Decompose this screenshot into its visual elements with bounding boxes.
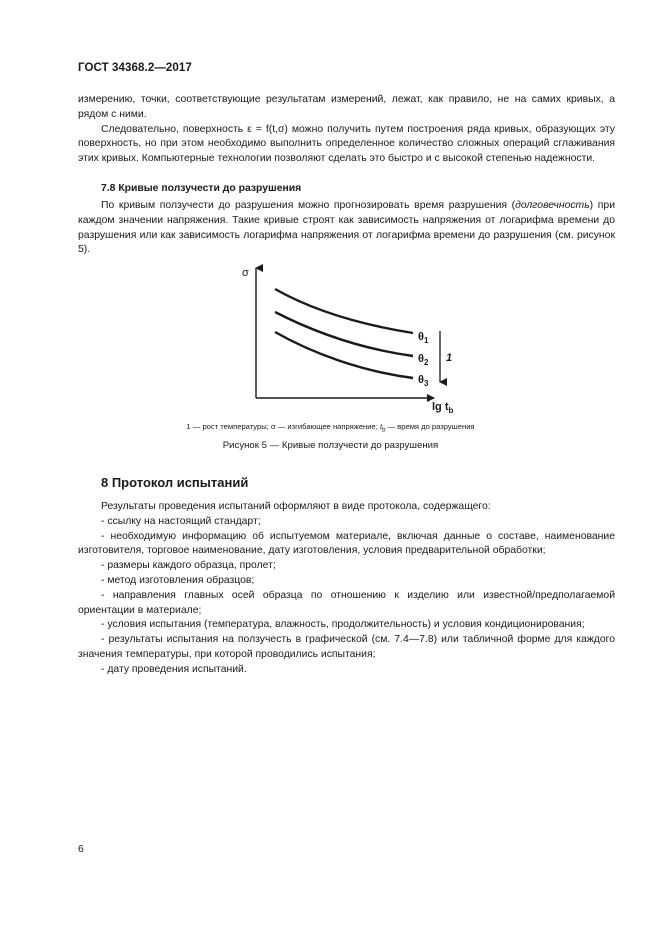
curve-theta-3 xyxy=(275,332,413,378)
x-axis-label-main: lg t xyxy=(432,401,449,413)
curve-label-theta-2: $\theta_2$ xyxy=(418,353,429,367)
list-item: - направления главных осей образца по отношению к изделию или известной/предполагаемой ориентации в материале; xyxy=(78,589,615,616)
section-8-heading: 8 Протокол испытаний xyxy=(101,475,249,490)
y-axis-label: σ xyxy=(242,267,249,279)
list-item: - дату проведения испытаний. xyxy=(101,663,247,675)
list-item: - необходимую информацию об испытуемом материале, включая данные о составе, наименование изготовителя, торговое наименование, дату изготовления, условия предварительной обработки; xyxy=(78,530,615,557)
intro-paragraph-1: измерению, точки, соответствующие результатам измерений, лежат, как правило, не на самих кривых, а рядом с ними. xyxy=(78,94,615,120)
figure-caption: Рисунок 5 — Кривые ползучести до разрушения xyxy=(222,440,439,451)
x-axis-label xyxy=(432,401,454,415)
intro-paragraph-2: Следовательно, поверхность ε = f(t,σ) можно получить путем построения ряда кривых, образующих эту поверхность, но при этом необходимо выполнить определенное количество сложных операций сглаживания этих кривых. Компьютерные технологии позволяют сделать это быстро и с высокой степенью надежности. xyxy=(78,123,615,165)
document-header: ГОСТ 34368.2—2017 xyxy=(78,62,192,74)
figure-note-t: t xyxy=(379,422,383,431)
figure-note xyxy=(0,422,661,434)
s78-text-before: По кривым ползучести до разрушения можно прогнозировать время разрушения ( xyxy=(101,200,516,211)
s78-italic-term: долговечность xyxy=(515,200,590,211)
figure-note-suffix: — время до разрушения xyxy=(385,422,475,431)
s78-text-after: ) при каждом значении напряжения. Такие кривые строят как зависимость напряжения от логарифма времени до разрушения или как зависимость логарифма напряжения от логарифма времени до разрушения (см. рисунок 5). xyxy=(78,200,615,256)
figure-note-prefix: 1 — рост температуры; σ — изгибающее напряжение; xyxy=(186,422,380,431)
list-item: - размеры каждого образца, пролет; xyxy=(101,560,276,572)
figure-note-sub: b xyxy=(382,427,386,434)
list-item: - результаты испытания на ползучесть в графической (см. 7.4—7.8) или табличной форме для каждого значения температуры, при которой проводились испытания; xyxy=(78,634,615,660)
curve-theta-1 xyxy=(275,289,413,333)
temperature-arrow-label: 1 xyxy=(446,352,453,364)
curve-label-theta-1: $\theta_1$ xyxy=(418,331,429,345)
list-item: - метод изготовления образцов; xyxy=(101,574,255,586)
page-number: 6 xyxy=(78,844,84,855)
list-item: - условия испытания (температура, влажность, продолжительность) и условия кондиционирования; xyxy=(101,619,585,631)
x-axis-label-sub: b xyxy=(448,406,454,415)
section-8-text xyxy=(78,500,615,678)
list-item: - ссылку на настоящий стандарт; xyxy=(101,515,261,527)
section-8-intro: Результаты проведения испытаний оформляют в виде протокола, содержащего: xyxy=(101,501,491,512)
section-7-8-heading: 7.8 Кривые ползучести до разрушения xyxy=(101,183,302,194)
curve-label-theta-3: $\theta_3$ xyxy=(418,374,429,388)
